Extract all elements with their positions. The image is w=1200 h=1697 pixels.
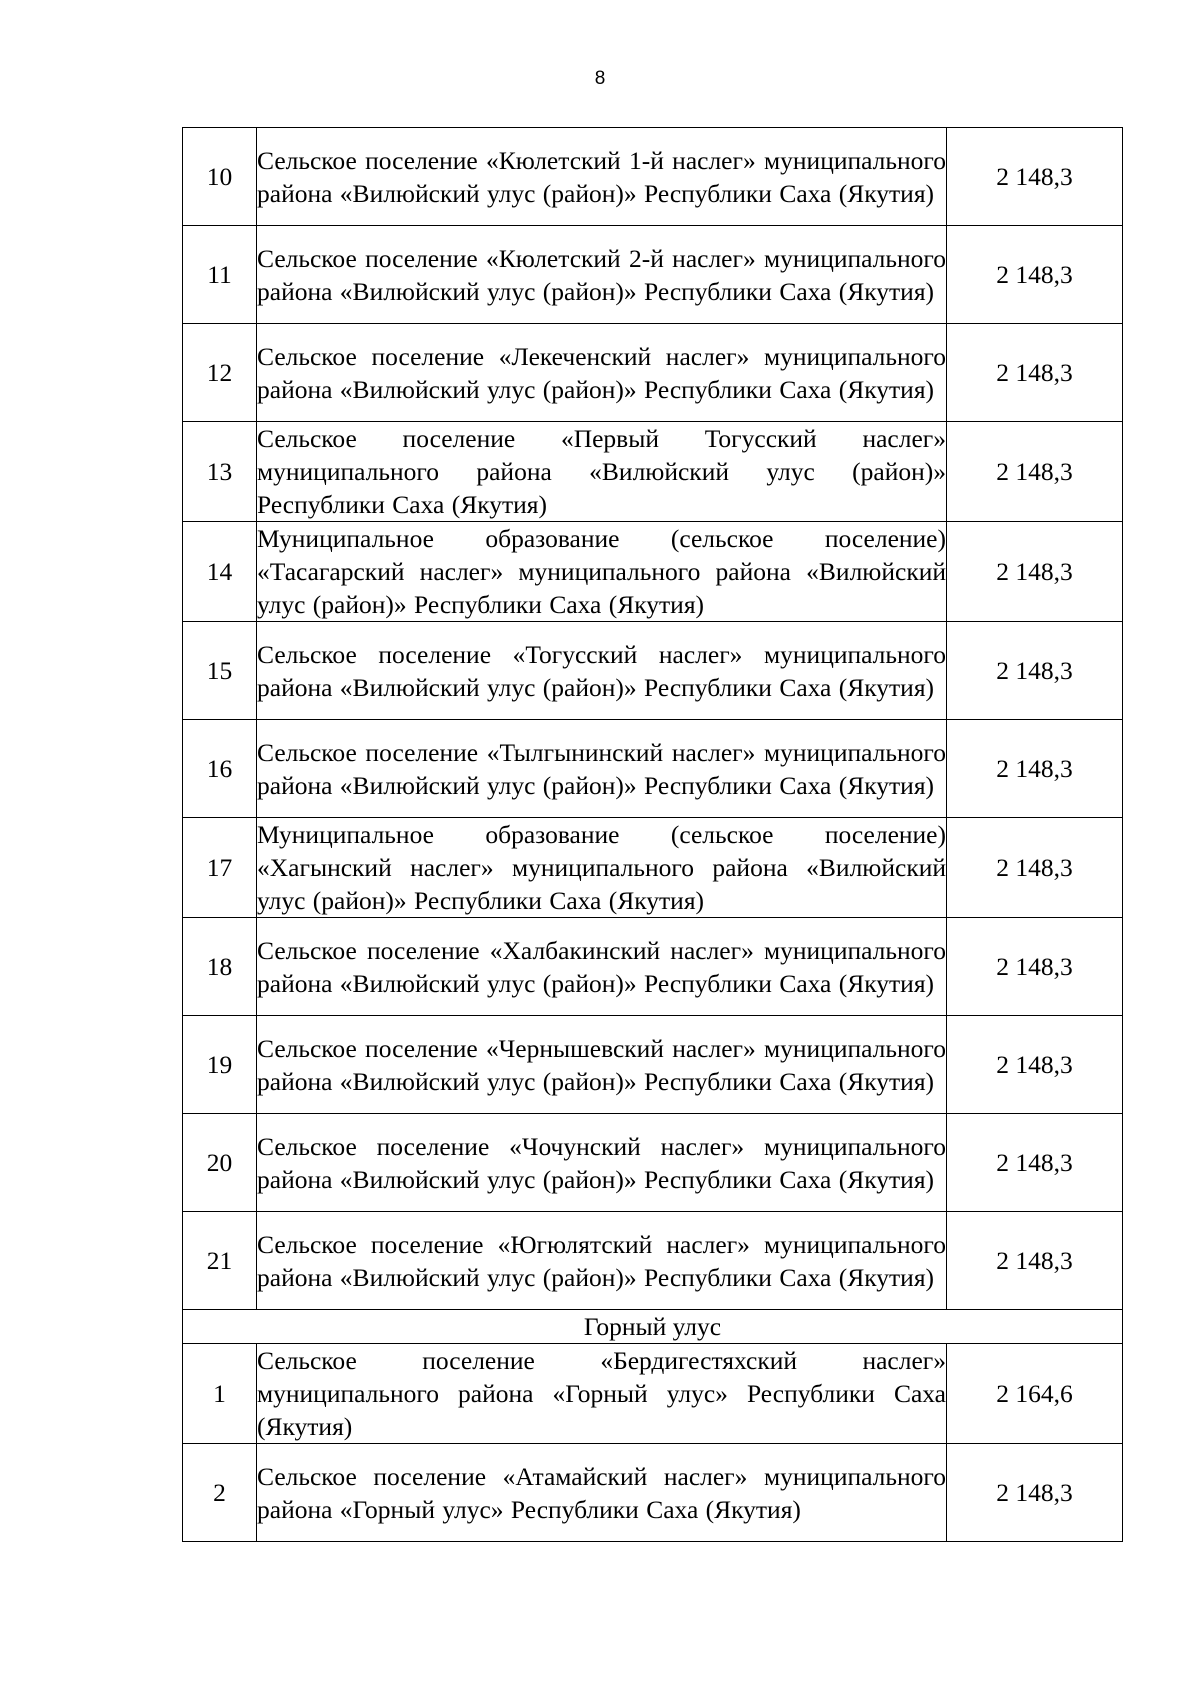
municipality-name-cell	[257, 522, 947, 622]
table-row	[183, 1344, 1123, 1444]
municipality-name: Сельское поселение «Тогусский наслег» муниципального района «Вилюйский улус (район)» Республики Саха (Якутия)	[257, 639, 946, 702]
municipality-name: Сельское поселение «Лекеченский наслег» муниципального района «Вилюйский улус (район)» Республики Саха (Якутия)	[257, 341, 946, 404]
amount-value: 2 148,3	[947, 128, 1123, 226]
row-number: 12	[183, 324, 257, 422]
row-number: 19	[183, 1016, 257, 1114]
row-number: 17	[183, 818, 257, 918]
municipality-name-cell	[257, 1444, 947, 1542]
municipality-name: Сельское поселение «Халбакинский наслег» муниципального района «Вилюйский улус (район)» Республики Саха (Якутия)	[257, 935, 946, 998]
table-row	[183, 128, 1123, 226]
amount-value: 2 148,3	[947, 1212, 1123, 1310]
amount-value: 2 148,3	[947, 1016, 1123, 1114]
municipality-name: Сельское поселение «Атамайский наслег» муниципального района «Горный улус» Республики Саха (Якутия)	[257, 1461, 946, 1524]
row-number: 15	[183, 622, 257, 720]
amount-value: 2 148,3	[947, 622, 1123, 720]
allocation-table	[182, 127, 1123, 1542]
municipality-name-cell	[257, 422, 947, 522]
table-row	[183, 918, 1123, 1016]
municipality-name-cell	[257, 226, 947, 324]
municipality-name: Муниципальное образование (сельское поселение) «Хагынский наслег» муниципального района «Вилюйский улус (район)» Республики Саха (Якутия)	[257, 820, 946, 915]
amount-value: 2 148,3	[947, 522, 1123, 622]
section-header-row	[183, 1310, 1123, 1344]
municipality-name-cell	[257, 1016, 947, 1114]
municipality-name-cell	[257, 918, 947, 1016]
row-number: 2	[183, 1444, 257, 1542]
amount-value: 2 148,3	[947, 324, 1123, 422]
table-row	[183, 522, 1123, 622]
table-row	[183, 1444, 1123, 1542]
table-row	[183, 720, 1123, 818]
row-number: 11	[183, 226, 257, 324]
municipality-name: Сельское поселение «Бердигестяхский наслег» муниципального района «Горный улус» Республики Саха (Якутия)	[257, 1346, 946, 1441]
row-number: 10	[183, 128, 257, 226]
page-number: 8	[594, 68, 606, 89]
table-row	[183, 1212, 1123, 1310]
row-number: 16	[183, 720, 257, 818]
row-number: 13	[183, 422, 257, 522]
municipality-name-cell	[257, 1212, 947, 1310]
section-title: Горный улус	[183, 1310, 1123, 1344]
amount-value: 2 164,6	[947, 1344, 1123, 1444]
municipality-name: Сельское поселение «Тылгынинский наслег» муниципального района «Вилюйский улус (район)» Республики Саха (Якутия)	[257, 737, 946, 800]
table-row	[183, 324, 1123, 422]
table-row	[183, 422, 1123, 522]
table-row	[183, 1016, 1123, 1114]
municipality-name: Сельское поселение «Чернышевский наслег» муниципального района «Вилюйский улус (район)» Республики Саха (Якутия)	[257, 1033, 946, 1096]
amount-value: 2 148,3	[947, 818, 1123, 918]
table-row	[183, 1114, 1123, 1212]
municipality-name: Сельское поселение «Первый Тогусский наслег» муниципального района «Вилюйский улус (район)» Республики Саха (Якутия)	[257, 424, 946, 519]
municipality-name-cell	[257, 720, 947, 818]
municipality-name-cell	[257, 128, 947, 226]
municipality-name-cell	[257, 622, 947, 720]
amount-value: 2 148,3	[947, 422, 1123, 522]
municipality-name-cell	[257, 818, 947, 918]
municipality-name: Сельское поселение «Кюлетский 1-й наслег» муниципального района «Вилюйский улус (район)» Республики Саха (Якутия)	[257, 145, 946, 208]
row-number: 20	[183, 1114, 257, 1212]
amount-value: 2 148,3	[947, 226, 1123, 324]
municipality-name-cell	[257, 1114, 947, 1212]
row-number: 21	[183, 1212, 257, 1310]
row-number: 18	[183, 918, 257, 1016]
row-number: 14	[183, 522, 257, 622]
municipality-name: Сельское поселение «Кюлетский 2-й наслег» муниципального района «Вилюйский улус (район)» Республики Саха (Якутия)	[257, 243, 946, 306]
municipality-name: Муниципальное образование (сельское поселение) «Тасагарский наслег» муниципального района «Вилюйский улус (район)» Республики Саха (Якутия)	[257, 524, 946, 619]
table-row	[183, 226, 1123, 324]
municipality-name: Сельское поселение «Чочунский наслег» муниципального района «Вилюйский улус (район)» Республики Саха (Якутия)	[257, 1131, 946, 1194]
table-row	[183, 818, 1123, 918]
municipality-name-cell	[257, 324, 947, 422]
row-number: 1	[183, 1344, 257, 1444]
amount-value: 2 148,3	[947, 720, 1123, 818]
table-row	[183, 622, 1123, 720]
amount-value: 2 148,3	[947, 1444, 1123, 1542]
municipality-name-cell	[257, 1344, 947, 1444]
amount-value: 2 148,3	[947, 918, 1123, 1016]
municipality-name: Сельское поселение «Югюлятский наслег» муниципального района «Вилюйский улус (район)» Республики Саха (Якутия)	[257, 1229, 946, 1292]
amount-value: 2 148,3	[947, 1114, 1123, 1212]
